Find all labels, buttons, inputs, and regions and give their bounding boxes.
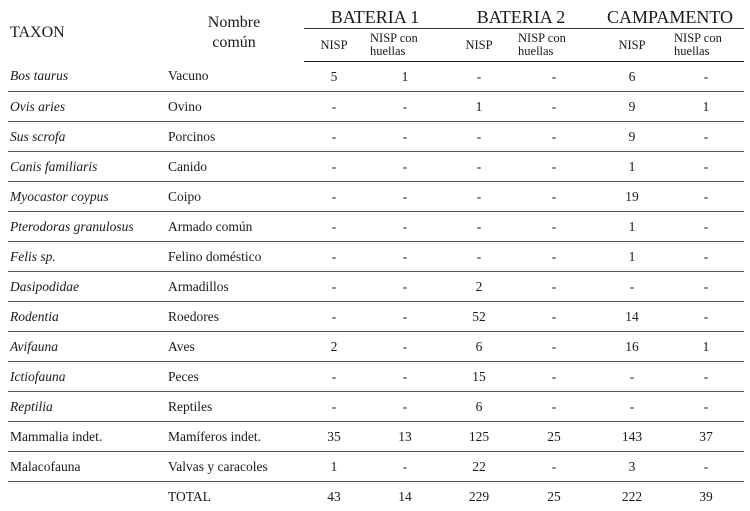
value-cell: 1 (364, 62, 446, 92)
value-cell: 1 (596, 212, 668, 242)
value-cell: - (596, 392, 668, 422)
value-cell: - (512, 392, 596, 422)
table-row (8, 392, 744, 422)
value-cell: 1 (304, 452, 364, 482)
value-cell: - (668, 272, 744, 302)
taxon-cell: Ictiofauna (8, 362, 164, 392)
value-cell: 52 (446, 302, 512, 332)
taxon-cell: Felis sp. (8, 242, 164, 272)
subheader-nisp-huellas (364, 29, 446, 62)
taxon-cell: Sus scrofa (8, 122, 164, 152)
value-cell: - (512, 302, 596, 332)
value-cell: 6 (596, 62, 668, 92)
total-value-cell: 43 (304, 482, 364, 511)
table-row (8, 182, 744, 212)
table-row (8, 212, 744, 242)
value-cell: - (446, 122, 512, 152)
value-cell: 37 (668, 422, 744, 452)
taxon-cell: Mammalia indet. (8, 422, 164, 452)
value-cell: - (446, 62, 512, 92)
value-cell: 3 (596, 452, 668, 482)
common-name-cell: Armadillos (164, 272, 304, 302)
table-row (8, 152, 744, 182)
value-cell: - (512, 122, 596, 152)
table-row (8, 122, 744, 152)
common-name-cell: Peces (164, 362, 304, 392)
fauna-table (8, 4, 744, 511)
header-taxon: TAXON (8, 4, 164, 62)
value-cell: - (364, 152, 446, 182)
value-cell: - (364, 92, 446, 122)
value-cell: - (304, 92, 364, 122)
value-cell: - (446, 212, 512, 242)
table-row (8, 272, 744, 302)
value-cell: 19 (596, 182, 668, 212)
value-cell: - (512, 242, 596, 272)
value-cell: - (668, 242, 744, 272)
taxon-cell: Canis familiaris (8, 152, 164, 182)
value-cell: - (304, 212, 364, 242)
value-cell: - (364, 242, 446, 272)
value-cell: - (304, 182, 364, 212)
common-name-cell: Coipo (164, 182, 304, 212)
value-cell: - (668, 362, 744, 392)
total-value-cell: 222 (596, 482, 668, 511)
subheader-line2: huellas (370, 44, 405, 58)
table-row (8, 62, 744, 92)
table-body (8, 62, 744, 511)
value-cell: - (364, 362, 446, 392)
common-name-cell: Armado común (164, 212, 304, 242)
taxon-cell: Malacofauna (8, 452, 164, 482)
taxon-cell: Reptilia (8, 392, 164, 422)
table-row (8, 452, 744, 482)
value-cell: - (364, 332, 446, 362)
value-cell: - (364, 272, 446, 302)
taxon-cell: Avifauna (8, 332, 164, 362)
table-row (8, 332, 744, 362)
common-name-cell: Porcinos (164, 122, 304, 152)
value-cell: 125 (446, 422, 512, 452)
value-cell: - (512, 212, 596, 242)
value-cell: - (364, 212, 446, 242)
value-cell: - (512, 182, 596, 212)
header-common-name (164, 4, 304, 62)
taxon-cell: Dasipodidae (8, 272, 164, 302)
total-row (8, 482, 744, 511)
value-cell: - (668, 122, 744, 152)
table-row (8, 362, 744, 392)
value-cell: - (304, 302, 364, 332)
value-cell: - (596, 272, 668, 302)
value-cell: - (304, 272, 364, 302)
header-common-line2: común (212, 34, 256, 51)
common-name-cell: Roedores (164, 302, 304, 332)
value-cell: 6 (446, 392, 512, 422)
value-cell: 6 (446, 332, 512, 362)
value-cell: - (512, 272, 596, 302)
value-cell: - (446, 242, 512, 272)
value-cell: - (304, 152, 364, 182)
value-cell: 15 (446, 362, 512, 392)
total-value-cell: 39 (668, 482, 744, 511)
value-cell: - (512, 452, 596, 482)
value-cell: - (364, 182, 446, 212)
subheader-line1: NISP con (674, 31, 722, 45)
value-cell: - (364, 392, 446, 422)
subheader-line1: NISP con (518, 31, 566, 45)
value-cell: 9 (596, 92, 668, 122)
value-cell: - (668, 152, 744, 182)
value-cell: 16 (596, 332, 668, 362)
value-cell: - (668, 212, 744, 242)
subheader-nisp-huellas (512, 29, 596, 62)
value-cell: 25 (512, 422, 596, 452)
value-cell: - (668, 452, 744, 482)
common-name-cell: Reptiles (164, 392, 304, 422)
value-cell: 9 (596, 122, 668, 152)
header-common-line1: Nombre (208, 14, 260, 31)
value-cell: 1 (446, 92, 512, 122)
common-name-cell: Valvas y caracoles (164, 452, 304, 482)
value-cell: - (668, 392, 744, 422)
value-cell: - (446, 152, 512, 182)
table-row (8, 242, 744, 272)
value-cell: - (304, 242, 364, 272)
value-cell: - (512, 362, 596, 392)
total-label: TOTAL (164, 482, 304, 511)
value-cell: 1 (668, 332, 744, 362)
value-cell: 1 (668, 92, 744, 122)
common-name-cell: Felino doméstico (164, 242, 304, 272)
value-cell: - (668, 62, 744, 92)
subheader-line1: NISP con (370, 31, 418, 45)
empty-cell (8, 482, 164, 511)
value-cell: - (364, 452, 446, 482)
subheader-nisp-huellas (668, 29, 744, 62)
subheader-line2: huellas (518, 44, 553, 58)
common-name-cell: Vacuno (164, 62, 304, 92)
value-cell: 1 (596, 242, 668, 272)
taxon-cell: Bos taurus (8, 62, 164, 92)
header-bateria-2: BATERIA 2 (446, 4, 596, 29)
value-cell: - (304, 362, 364, 392)
common-name-cell: Ovino (164, 92, 304, 122)
value-cell: 143 (596, 422, 668, 452)
total-value-cell: 14 (364, 482, 446, 511)
value-cell: - (596, 362, 668, 392)
common-name-cell: Aves (164, 332, 304, 362)
table-row (8, 302, 744, 332)
taxon-cell: Pterodoras granulosus (8, 212, 164, 242)
value-cell: - (304, 392, 364, 422)
subheader-nisp: NISP (596, 29, 668, 62)
taxon-cell: Myocastor coypus (8, 182, 164, 212)
value-cell: - (364, 302, 446, 332)
value-cell: - (668, 182, 744, 212)
value-cell: 13 (364, 422, 446, 452)
taxon-cell: Ovis aries (8, 92, 164, 122)
table-row (8, 422, 744, 452)
value-cell: 1 (596, 152, 668, 182)
subheader-line2: huellas (674, 44, 709, 58)
value-cell: - (364, 122, 446, 152)
value-cell: - (512, 62, 596, 92)
value-cell: - (446, 182, 512, 212)
value-cell: 5 (304, 62, 364, 92)
header-campamento: CAMPAMENTO (596, 4, 744, 29)
total-value-cell: 229 (446, 482, 512, 511)
taxon-cell: Rodentia (8, 302, 164, 332)
value-cell: - (304, 122, 364, 152)
value-cell: 2 (304, 332, 364, 362)
value-cell: - (668, 302, 744, 332)
value-cell: - (512, 92, 596, 122)
header-bateria-1: BATERIA 1 (304, 4, 446, 29)
value-cell: 22 (446, 452, 512, 482)
value-cell: - (512, 152, 596, 182)
value-cell: 14 (596, 302, 668, 332)
total-value-cell: 25 (512, 482, 596, 511)
common-name-cell: Canido (164, 152, 304, 182)
common-name-cell: Mamíferos indet. (164, 422, 304, 452)
value-cell: 2 (446, 272, 512, 302)
table-row (8, 92, 744, 122)
subheader-nisp: NISP (304, 29, 364, 62)
value-cell: 35 (304, 422, 364, 452)
value-cell: - (512, 332, 596, 362)
subheader-nisp: NISP (446, 29, 512, 62)
